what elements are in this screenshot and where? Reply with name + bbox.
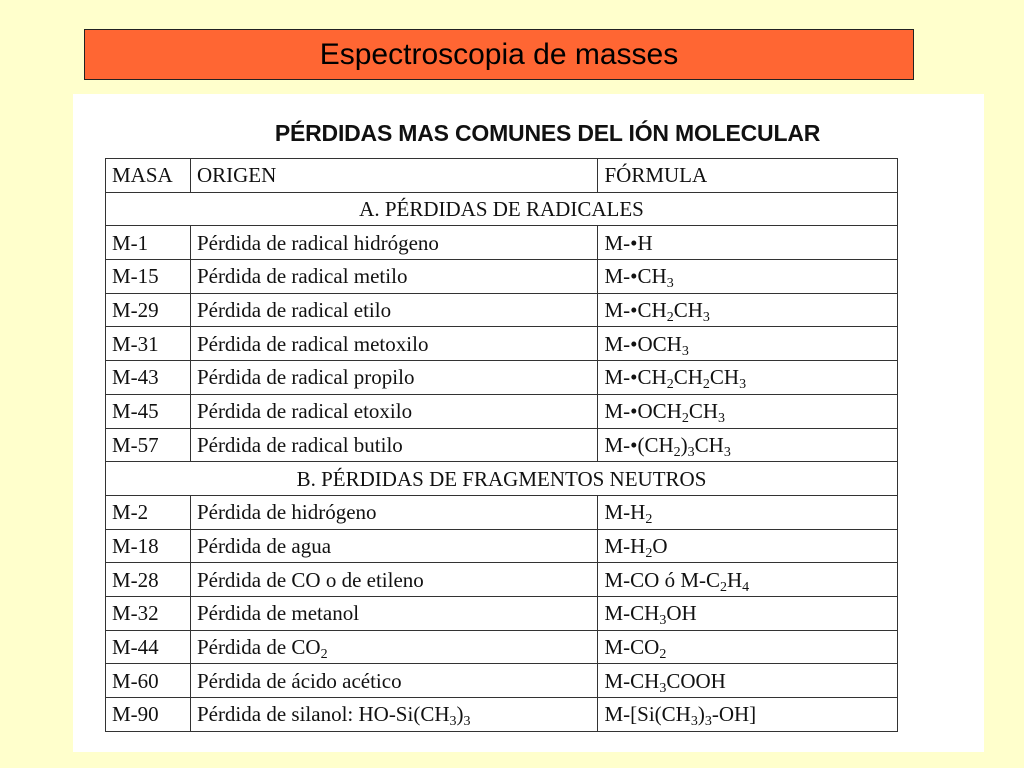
formula-cell: $M-•CH_2CH_2CH_3$ [598,361,898,395]
table-row [106,529,898,563]
origin-cell: Pérdida de ácido acético [190,664,598,698]
table-row [106,260,898,294]
origin-cell: Pérdida de metanol [190,596,598,630]
origin-cell: Pérdida de radical metilo [190,260,598,294]
table-row [106,361,898,395]
section-row [106,462,898,496]
mass-cell: M-90 [106,698,191,732]
table-row [106,664,898,698]
mass-cell: M-43 [106,361,191,395]
table-body [106,159,898,732]
section-title: B. PÉRDIDAS DE FRAGMENTOS NEUTROS [106,462,898,496]
slide-title: Espectroscopia de masses [84,29,914,80]
mass-cell: M-18 [106,529,191,563]
table-heading: PÉRDIDAS MAS COMUNES DEL IÓN MOLECULAR [274,120,821,146]
origin-cell: Pérdida de radical butilo [190,428,598,462]
origin-cell: Pérdida de radical etilo [190,293,598,327]
header-mass: MASA [106,159,191,193]
mass-cell: M-29 [106,293,191,327]
mass-cell: M-2 [106,495,191,529]
table-row [106,293,898,327]
header-row [106,159,898,193]
formula-cell: $M-•CH_2CH_3$ [598,293,898,327]
origin-cell: Pérdida de radical metoxilo [190,327,598,361]
losses-table [105,158,898,732]
header-formula: FÓRMULA [598,159,898,193]
origin-cell: Pérdida de radical etoxilo [190,394,598,428]
formula-cell: $M-[Si(CH_3)_3-OH]$ [598,698,898,732]
origin-cell: Pérdida de hidrógeno [190,495,598,529]
table-row [106,698,898,732]
header-origin: ORIGEN [190,159,598,193]
formula-cell: $M-CH_3OH$ [598,596,898,630]
mass-cell: M-60 [106,664,191,698]
mass-cell: M-32 [106,596,191,630]
table-row [106,327,898,361]
formula-cell: $M-•(CH_2)_3CH_3$ [598,428,898,462]
formula-cell: $M-•OCH_2CH_3$ [598,394,898,428]
section-title: A. PÉRDIDAS DE RADICALES [106,192,898,226]
formula-cell: $M-CO_2$ [598,630,898,664]
mass-cell: M-28 [106,563,191,597]
formula-cell: $M-•OCH_3$ [598,327,898,361]
origin-cell: Pérdida de silanol: $HO-Si(CH_3)_3$ [190,698,598,732]
table-row [106,596,898,630]
table-row [106,394,898,428]
formula-cell: $M-H_2O$ [598,529,898,563]
formula-cell: M-•H [598,226,898,260]
mass-cell: M-15 [106,260,191,294]
table-row [106,495,898,529]
formula-cell: $M-H_2$ [598,495,898,529]
mass-cell: M-44 [106,630,191,664]
formula-cell: $M-CH_3COOH$ [598,664,898,698]
mass-cell: M-45 [106,394,191,428]
formula-cell: $M-•CH_3$ [598,260,898,294]
origin-cell: Pérdida de agua [190,529,598,563]
formula-cell: M-CO ó $M-C_2H_4$ [598,563,898,597]
table-image [73,94,984,752]
table-row [106,428,898,462]
origin-cell: Pérdida de $CO_2$ [190,630,598,664]
table-row [106,630,898,664]
mass-cell: M-57 [106,428,191,462]
table-row [106,226,898,260]
origin-cell: Pérdida de CO o de etileno [190,563,598,597]
origin-cell: Pérdida de radical propilo [190,361,598,395]
origin-cell: Pérdida de radical hidrógeno [190,226,598,260]
mass-cell: M-31 [106,327,191,361]
section-row [106,192,898,226]
table-row [106,563,898,597]
mass-cell: M-1 [106,226,191,260]
